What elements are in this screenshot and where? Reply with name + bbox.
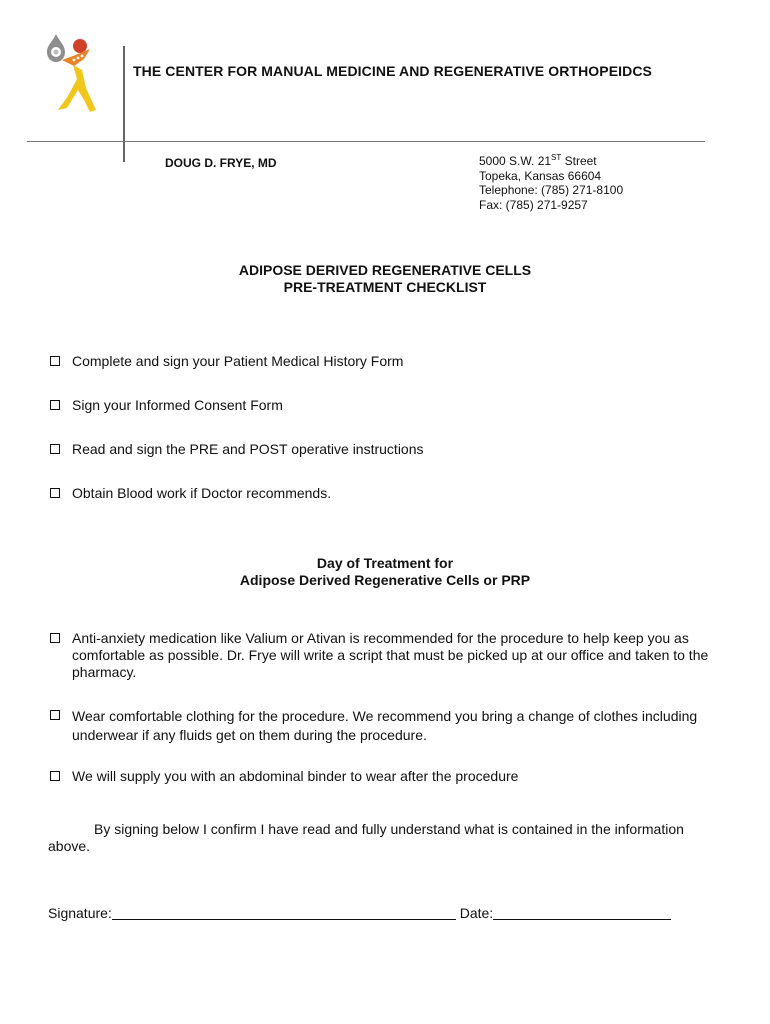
address-street: 5000 S.W. 21ST Street	[479, 153, 597, 168]
date-field[interactable]	[493, 905, 671, 920]
checkbox-icon[interactable]	[50, 400, 60, 410]
organization-name: THE CENTER FOR MANUAL MEDICINE AND REGENERATIVE ORTHOPEIDCS	[133, 63, 652, 79]
signature-field[interactable]	[112, 905, 456, 920]
address-telephone: Telephone: (785) 271-8100	[479, 183, 624, 197]
pre-treatment-title	[0, 262, 770, 296]
checkbox-icon[interactable]	[50, 444, 60, 454]
checkbox-icon[interactable]	[50, 771, 60, 781]
checkbox-icon[interactable]	[50, 488, 60, 498]
checkbox-icon[interactable]	[50, 710, 60, 720]
checkbox-icon[interactable]	[50, 633, 60, 643]
day-of-treatment-title	[0, 555, 770, 589]
pre-treatment-title-line-1: ADIPOSE DERIVED REGENERATIVE CELLS	[238, 262, 532, 278]
checklist-item-consent-form: Sign your Informed Consent Form	[50, 397, 710, 414]
checklist-item-abdominal-binder: We will supply you with an abdominal binder to wear after the procedure	[50, 768, 710, 785]
signature-label: Signature:	[48, 905, 112, 921]
pre-treatment-title-line-2: PRE-TREATMENT CHECKLIST	[283, 279, 487, 295]
date-label: Date:	[459, 905, 494, 921]
signature-line	[48, 905, 671, 921]
checklist-item-operative-instructions: Read and sign the PRE and POST operative instructions	[50, 441, 710, 458]
header-horizontal-rule	[27, 141, 705, 142]
doctor-name: DOUG D. FRYE, MD	[165, 156, 277, 170]
checklist-item-blood-work: Obtain Blood work if Doctor recommends.	[50, 485, 710, 502]
checkbox-icon[interactable]	[50, 356, 60, 366]
checklist-item-clothing: Wear comfortable clothing for the procedure. We recommend you bring a change of clothes including underwear if any fluids get on them during the procedure.	[50, 707, 710, 745]
center-logo-icon	[40, 32, 98, 114]
header-vertical-divider	[123, 46, 125, 162]
checklist-item-anti-anxiety: Anti-anxiety medication like Valium or Ativan is recommended for the procedure to help keep you as comfortable as possible. Dr. Frye will write a script that must be picked up at our office and taken to the pharmacy.	[50, 630, 710, 681]
address-block	[479, 154, 623, 212]
address-fax: Fax: (785) 271-9257	[479, 197, 588, 212]
address-city: Topeka, Kansas 66604	[479, 168, 602, 183]
day-of-treatment-title-line-1: Day of Treatment for	[316, 555, 454, 571]
day-of-treatment-title-line-2: Adipose Derived Regenerative Cells or PRP	[239, 572, 531, 588]
confirmation-statement: By signing below I confirm I have read and fully understand what is contained in the information above.	[48, 821, 684, 854]
checklist-item-medical-history: Complete and sign your Patient Medical History Form	[50, 353, 710, 370]
